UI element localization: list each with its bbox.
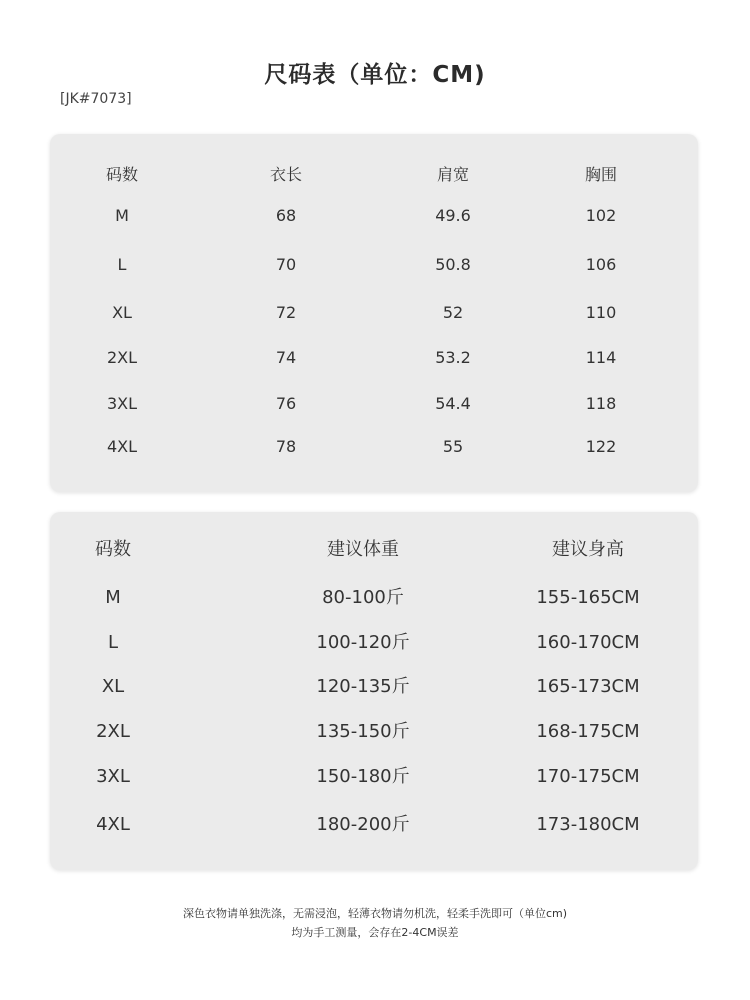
table-row [50,810,698,840]
cell-size: L [117,255,127,274]
cell-size: XL [101,676,125,697]
table-row [50,298,698,328]
cell-weight: 150-180斤 [316,766,410,787]
table-row [50,628,698,658]
cell-size: M [115,206,129,225]
header-size: 码数 [105,165,138,184]
header-chest: 胸围 [584,165,617,184]
cell-height: 173-180CM [536,814,640,835]
cell-size: 4XL [106,437,138,456]
care-note: 深色衣物请单独洗涤，无需浸泡，轻薄衣物请勿机洗，轻柔手洗即可（单位cm) [182,907,568,920]
table-header-row [50,160,698,190]
cell-shoulder: 54.4 [435,394,471,413]
cell-shoulder: 55 [442,437,464,456]
cell-length: 74 [275,348,297,367]
cell-length: 76 [275,394,297,413]
cell-size: 3XL [96,766,130,787]
table-row [50,389,698,419]
cell-weight: 120-135斤 [316,676,410,697]
table-row [50,717,698,747]
cell-chest: 102 [585,206,617,225]
cell-height: 165-173CM [536,676,640,697]
cell-length: 78 [275,437,297,456]
header-height: 建议身高 [552,539,624,560]
cell-height: 168-175CM [536,721,640,742]
cell-height: 170-175CM [536,766,640,787]
cell-shoulder: 53.2 [435,348,471,367]
header-length: 衣长 [269,165,302,184]
cell-shoulder: 50.8 [435,255,471,274]
cell-size: 3XL [106,394,138,413]
cell-size: M [105,587,121,608]
cell-length: 70 [275,255,297,274]
header-size: 码数 [95,539,131,560]
cell-weight: 135-150斤 [316,721,410,742]
table-row [50,762,698,792]
recommendation-table [50,512,698,870]
cell-length: 68 [275,206,297,225]
cell-height: 160-170CM [536,632,640,653]
table-row [50,343,698,373]
table-header-row [50,535,698,565]
cell-size: 2XL [106,348,138,367]
cell-chest: 114 [585,348,617,367]
cell-weight: 180-200斤 [316,814,410,835]
measurements-table [50,134,698,492]
cell-length: 72 [275,303,297,322]
table-row [50,432,698,462]
cell-size: L [107,632,119,653]
table-row [50,250,698,280]
product-code: [JK#7073] [60,91,132,107]
cell-chest: 122 [585,437,617,456]
table-row [50,672,698,702]
cell-weight: 80-100斤 [322,587,404,608]
header-shoulder: 肩宽 [436,165,469,184]
cell-height: 155-165CM [536,587,640,608]
cell-chest: 106 [585,255,617,274]
cell-size: 4XL [96,814,130,835]
cell-chest: 118 [585,394,617,413]
table-row [50,583,698,613]
cell-weight: 100-120斤 [316,632,410,653]
header-weight: 建议体重 [327,539,399,560]
cell-chest: 110 [585,303,617,322]
table-row [50,201,698,231]
cell-size: 2XL [96,721,130,742]
cell-size: XL [112,303,132,322]
cell-shoulder: 49.6 [435,206,471,225]
cell-shoulder: 52 [442,303,464,322]
measurement-note: 均为手工测量，会存在2-4CM误差 [291,926,459,939]
page-title: 尺码表（单位：CM) [264,62,486,88]
